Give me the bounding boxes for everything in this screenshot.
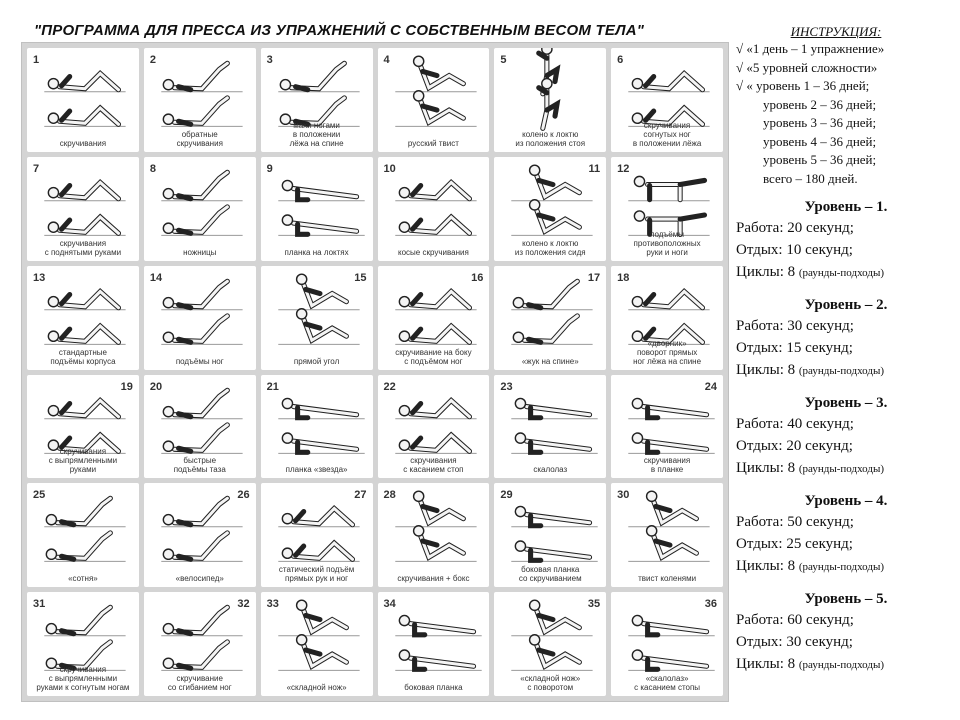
exercise-number: 2 <box>149 54 156 66</box>
exercise-number: 35 <box>587 598 601 611</box>
exercise-number: 10 <box>383 162 396 175</box>
instruction-line: уровень 3 – 36 дней; <box>763 115 877 130</box>
exercise-number: 3 <box>266 54 273 66</box>
exercise-caption: скручивание со сгибанием ног <box>167 674 232 692</box>
exercise-card <box>494 157 606 261</box>
exercise-caption: скалолаз <box>533 465 568 475</box>
exercise-card <box>261 266 373 370</box>
exercise-card <box>611 375 723 479</box>
exercise-card <box>261 48 373 152</box>
level-cycles <box>736 457 956 480</box>
level-block <box>736 295 956 382</box>
exercise-card <box>378 157 490 261</box>
level-title: Уровень – 2. <box>804 297 888 313</box>
exercise-caption: «жук на спине» <box>521 356 579 366</box>
level-title: Уровень – 3. <box>804 395 888 411</box>
exercise-caption: обратные скручивания <box>176 129 223 148</box>
exercise-number: 18 <box>617 271 630 284</box>
exercise-number: 34 <box>383 598 396 611</box>
exercise-number: 32 <box>237 598 250 611</box>
level-cycles-note: (раунды-подходы) <box>798 365 884 377</box>
level-title: Уровень – 4. <box>804 493 888 509</box>
exercise-card <box>27 592 139 696</box>
exercise-card <box>144 592 256 696</box>
exercise-number: 5 <box>500 54 507 66</box>
exercise-number: 4 <box>383 54 390 66</box>
exercise-number: 12 <box>617 162 630 175</box>
exercise-number: 19 <box>120 380 133 393</box>
level-work: Работа: 20 секунд; <box>736 220 854 236</box>
level-cycles-note: (раунды-подходы) <box>798 561 884 573</box>
exercise-number: 20 <box>149 380 163 393</box>
exercise-caption: скручивания с выпрямленными руками <box>48 447 118 475</box>
exercise-number: 11 <box>588 162 601 175</box>
exercise-caption: твист коленями <box>638 574 697 584</box>
exercise-number: 23 <box>500 380 513 393</box>
instruction-line: уровень 2 – 36 дней; <box>763 96 877 112</box>
exercise-card <box>611 483 723 587</box>
level-cycles-note: (раунды-подходы) <box>798 267 884 279</box>
level-rest: Отдых: 10 секунд; <box>736 242 853 258</box>
exercise-number: 33 <box>266 598 279 611</box>
exercise-caption: русский твист <box>407 138 459 148</box>
level-cycles-value: Циклы: 8 <box>736 264 799 280</box>
exercise-caption: «велосипед» <box>175 574 224 584</box>
exercise-number: 17 <box>587 271 601 284</box>
exercise-card <box>378 375 490 479</box>
exercise-card <box>27 483 139 587</box>
level-cycles <box>736 359 956 382</box>
exercise-card <box>27 266 139 370</box>
exercise-card <box>144 266 256 370</box>
instruction-line: уровень 5 – 36 дней; <box>763 152 877 167</box>
level-cycles <box>736 653 956 676</box>
level-rest: Отдых: 25 секунд; <box>736 536 853 552</box>
exercise-card <box>378 483 490 587</box>
exercise-caption: прямой угол <box>293 356 340 366</box>
exercise-number: 15 <box>354 271 367 284</box>
exercise-number: 24 <box>704 380 717 393</box>
exercise-number: 26 <box>237 489 250 502</box>
level-block <box>736 491 956 578</box>
level-rest: Отдых: 20 секунд; <box>736 438 853 454</box>
exercise-card <box>494 375 606 479</box>
exercise-card <box>144 375 256 479</box>
exercise-caption: скручивания с касанием стоп <box>403 456 464 475</box>
exercise-card <box>494 592 606 696</box>
instructions-title: ИНСТРУКЦИЯ: <box>790 24 882 39</box>
exercise-number: 13 <box>33 271 46 284</box>
exercise-number: 28 <box>383 489 396 502</box>
level-block <box>736 393 956 480</box>
instruction-line: √ «1 день – 1 упражнение» <box>736 41 885 56</box>
exercise-caption: скручивание на боку с подъёмом ног <box>395 347 472 366</box>
exercise-caption: «складной нож» <box>286 683 347 692</box>
exercise-number: 30 <box>617 489 630 502</box>
level-cycles-note: (раунды-подходы) <box>798 463 884 475</box>
exercise-number: 6 <box>617 54 624 66</box>
exercise-caption: стандартные подъёмы корпуса <box>50 347 116 366</box>
exercise-caption: скручивания с выпрямленными руками к согнутым ногам <box>36 665 130 692</box>
exercise-number: 7 <box>33 162 40 175</box>
exercise-card <box>611 48 723 152</box>
exercise-card <box>611 157 723 261</box>
instructions-list <box>736 40 956 188</box>
exercise-caption: боковая планка со скручиванием <box>518 565 582 584</box>
level-cycles <box>736 555 956 578</box>
exercise-caption: колено к локтю из положения стоя <box>515 129 586 148</box>
exercise-card <box>378 266 490 370</box>
level-work: Работа: 50 секунд; <box>736 514 854 530</box>
level-work: Работа: 30 секунд; <box>736 318 854 334</box>
exercise-caption: скручивания в планке <box>643 456 691 475</box>
instruction-line: уровень 4 – 36 дней; <box>763 133 877 149</box>
exercise-caption: «складной нож» с поворотом <box>520 674 581 692</box>
exercise-number: 16 <box>471 271 484 284</box>
levels-list <box>736 197 956 676</box>
exercise-caption: планка на локтях <box>284 247 349 257</box>
exercise-caption: махи ногами в положении лёжа на спине <box>289 120 344 148</box>
page-title: "ПРОГРАММА ДЛЯ ПРЕССА ИЗ УПРАЖНЕНИЙ С СОБСТВЕННЫМ ВЕСОМ ТЕЛА" <box>34 22 645 39</box>
exercise-number: 22 <box>383 380 396 393</box>
level-rest: Отдых: 30 секунд; <box>736 634 853 650</box>
exercise-card <box>27 157 139 261</box>
level-work: Работа: 40 секунд; <box>736 416 854 432</box>
exercise-number: 29 <box>500 489 513 502</box>
exercise-caption: «дворник» поворот прямых ног лёжа на спине <box>633 338 702 366</box>
exercise-number: 21 <box>266 380 279 393</box>
exercise-caption: боковая планка <box>404 683 463 692</box>
exercise-number: 25 <box>33 489 46 502</box>
level-cycles-value: Циклы: 8 <box>736 558 799 574</box>
exercise-number: 8 <box>149 162 156 175</box>
exercise-number: 14 <box>149 271 163 284</box>
exercise-card <box>144 48 256 152</box>
exercise-grid <box>21 42 729 702</box>
exercise-card <box>378 48 490 152</box>
exercise-caption: косые скручивания <box>398 247 469 257</box>
exercise-card <box>27 375 139 479</box>
exercise-number: 9 <box>266 162 273 175</box>
exercise-card <box>494 48 606 152</box>
level-rest: Отдых: 15 секунд; <box>736 340 853 356</box>
exercise-number: 36 <box>704 598 717 611</box>
exercise-caption: подъёмы ног <box>175 356 224 366</box>
exercise-card <box>494 483 606 587</box>
exercise-card <box>611 266 723 370</box>
level-block <box>736 197 956 284</box>
exercise-card <box>261 375 373 479</box>
exercise-card <box>611 592 723 696</box>
level-cycles-value: Циклы: 8 <box>736 656 799 672</box>
exercise-caption: скручивания + бокс <box>397 574 470 584</box>
exercise-card <box>378 592 490 696</box>
exercise-card <box>144 157 256 261</box>
level-cycles <box>736 261 956 284</box>
exercise-caption: планка «звезда» <box>285 465 348 475</box>
exercise-caption: подъёмы противоположных руки и ноги <box>633 229 701 257</box>
level-cycles-note: (раунды-подходы) <box>798 659 884 671</box>
exercise-card <box>261 592 373 696</box>
exercise-caption: быстрые подъёмы таза <box>173 456 226 475</box>
instruction-line: √ « уровень 1 – 36 дней; <box>736 78 870 93</box>
level-cycles-value: Циклы: 8 <box>736 460 799 476</box>
exercise-card <box>27 48 139 152</box>
exercise-number: 27 <box>354 489 367 502</box>
level-title: Уровень – 1. <box>804 199 888 215</box>
exercise-caption: статический подъём прямых рук и ног <box>278 565 355 584</box>
level-work: Работа: 60 секунд; <box>736 612 854 628</box>
level-title: Уровень – 5. <box>804 591 888 607</box>
exercise-card <box>144 483 256 587</box>
instruction-line: всего – 180 дней. <box>763 170 858 186</box>
exercise-card <box>261 157 373 261</box>
exercise-card <box>261 483 373 587</box>
exercise-caption: скручивания согнутых ног в положении лёжа <box>632 120 702 148</box>
exercise-caption: скручивания <box>59 138 107 148</box>
exercise-number: 1 <box>33 54 40 66</box>
level-block <box>736 589 956 676</box>
instruction-line: √ «5 уровней сложности» <box>736 59 878 75</box>
exercise-caption: колено к локтю из положения сидя <box>514 238 586 257</box>
exercise-number: 31 <box>33 598 46 611</box>
exercise-caption: ножницы <box>183 247 217 257</box>
exercise-caption: «сотня» <box>68 574 98 584</box>
exercise-card <box>494 266 606 370</box>
exercise-caption: скручивания с поднятыми руками <box>44 238 122 257</box>
exercise-caption: «скалолаз» с касанием стопы <box>634 674 701 692</box>
instructions-panel <box>736 24 956 687</box>
level-cycles-value: Циклы: 8 <box>736 362 799 378</box>
